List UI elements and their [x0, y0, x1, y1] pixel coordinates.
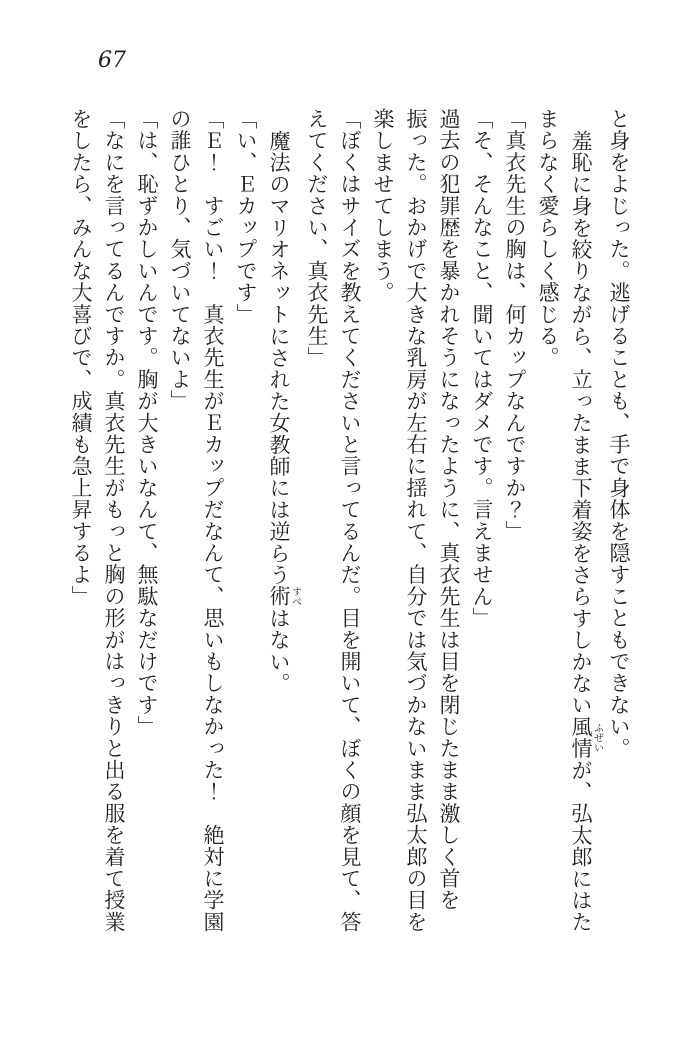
- text-column-5: 「そ、そんなこと、聞いてはダメです。言えません」: [470, 108, 494, 629]
- text-column-10: えてください、真衣先生」: [305, 108, 329, 369]
- furigana-ruby: 術すべ: [267, 585, 301, 608]
- text-column-17: をしたら、みんな大喜びで、成績も急上昇するよ」: [69, 108, 93, 608]
- text-column-14: の誰ひとり、気づいてないよ」: [168, 108, 192, 412]
- furigana-text: ふぜい: [591, 715, 603, 759]
- text-columns: [64, 108, 635, 944]
- text-column-6: 過去の犯罪歴を暴かれそうになったように、真衣先生は目を閉じたまま激しく首を: [437, 108, 461, 911]
- text-column-12: 「い、Ｅカップです」: [234, 108, 258, 325]
- text-column-16: 「なにを言ってるんですか。真衣先生がもっと胸の形がはっきりと出る服を着て授業: [102, 108, 126, 933]
- text-column-9: 「ぼくはサイズを教えてくださいと言ってるんだ。目を開いて、ぼくの顔を見て、答: [338, 108, 362, 933]
- text-column-4: 「真衣先生の胸は、何カップなんですか？」: [503, 108, 527, 542]
- page-number: 67: [98, 48, 126, 73]
- text-column-8: 楽しませてしまう。: [371, 108, 395, 304]
- text-column-15: 「は、恥ずかしいんです。胸が大きいなんて、無駄なだけです」: [135, 108, 159, 738]
- text-column-13: 「Ｅ！ すごい！ 真衣先生がＥカップだなんて、思いもしなかった！ 絶対に学園: [201, 108, 225, 933]
- furigana-text: すべ: [289, 585, 301, 608]
- text-column-11: 魔法のマリオネットにされた女教師には逆らう術すべはない。: [267, 129, 301, 694]
- furigana-ruby: 風情ふぜい: [569, 715, 603, 759]
- text-column-2: 羞恥に身を絞りながら、立ったまま下着姿をさらすしかない風情ふぜいが、弘太郎にはた: [569, 129, 603, 933]
- text-column-7: 振った。おかげで大きな乳房が左右に揺れて、自分では気づかないまま弘太郎の目を: [404, 108, 428, 933]
- text-column-3: まらなく愛らしく感じる。: [536, 108, 560, 369]
- text-column-1: と身をよじった。逃げることも、手で身体を隠すこともできない。: [607, 108, 631, 759]
